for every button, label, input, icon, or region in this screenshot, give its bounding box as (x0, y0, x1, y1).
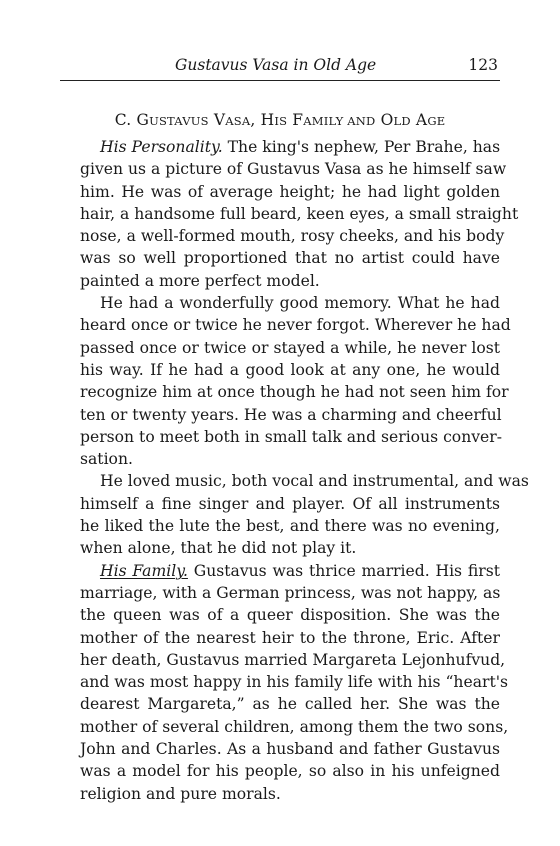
text-line: himself a fine singer and player. Of all instruments (80, 494, 500, 513)
text-line: dearest Margareta,” as he called her. She was the (80, 695, 500, 714)
text-line: the queen was of a queer disposition. She was the (80, 606, 500, 625)
text-line: given us a picture of Gustavus Vasa as he himself saw (80, 160, 507, 179)
paragraph-music (60, 470, 529, 559)
text-line: marriage, with a German princess, was not happy, as (80, 583, 501, 602)
text-line: and was most happy in his family life with his “heart's (80, 673, 508, 692)
text-line: ten or twenty years. He was a charming and cheerful (80, 405, 502, 424)
text-line: him. He was of average height; he had light golden (80, 182, 500, 201)
paragraph-personality (60, 136, 519, 292)
text-line: His Family. Gustavus was thrice married. His first (100, 561, 501, 580)
text-line: his way. If he had a good look at any one, he would (80, 360, 500, 379)
text-line: recognize him at once though he had not seen him for (80, 383, 509, 402)
text-line: His Personality. The king's nephew, Per Brahe, has (100, 138, 501, 156)
text-line: was so well proportioned that no artist could have (80, 249, 500, 268)
running-title: Gustavus Vasa in Old Age (175, 56, 377, 74)
text-line: person to meet both in small talk and serious conver- (80, 427, 502, 446)
text-line: John and Charles. As a husband and father Gustavus (80, 740, 500, 759)
section-heading (60, 111, 500, 129)
text-line: was a model for his people, so also in his unfeigned (80, 762, 500, 781)
text-line: passed once or twice or stayed a while, he never lost (80, 338, 500, 357)
text-line: heard once or twice he never forgot. Wherever he had (80, 316, 511, 335)
text-line: nose, a well-formed mouth, rosy cheeks, and his body (80, 227, 505, 246)
text-line: sation. (80, 450, 133, 469)
text-line: mother of the nearest heir to the throne, Eric. After (80, 628, 500, 647)
book-page (60, 0, 529, 846)
body-text (60, 136, 529, 805)
paragraph-family (60, 560, 509, 805)
text-line: He had a wonderfully good memory. What he had (100, 294, 500, 313)
text-line: hair, a handsome full beard, keen eyes, a small straight (80, 204, 519, 223)
paragraph-lead: His Family. (100, 561, 188, 580)
section-letter: C. (114, 111, 132, 129)
page-number: 123 (468, 56, 498, 74)
text-line: mother of several children, among them the two sons, (80, 717, 509, 736)
paragraph-lead: His Personality. (100, 138, 223, 156)
text-line: when alone, that he did not play it. (80, 539, 357, 558)
text-line: He loved music, both vocal and instrumental, and was (100, 472, 529, 491)
text-line: painted a more perfect model. (80, 271, 320, 290)
text-line: religion and pure morals. (80, 784, 281, 803)
running-header (60, 56, 500, 81)
text-line: her death, Gustavus married Margareta Lejonhufvud, (80, 650, 506, 669)
section-title: GUSTAVUS VASA, HIS FAMILY AND OLD AGE (136, 111, 446, 129)
paragraph-memory (60, 292, 511, 470)
text-line: he liked the lute the best, and there was no evening, (80, 517, 500, 536)
